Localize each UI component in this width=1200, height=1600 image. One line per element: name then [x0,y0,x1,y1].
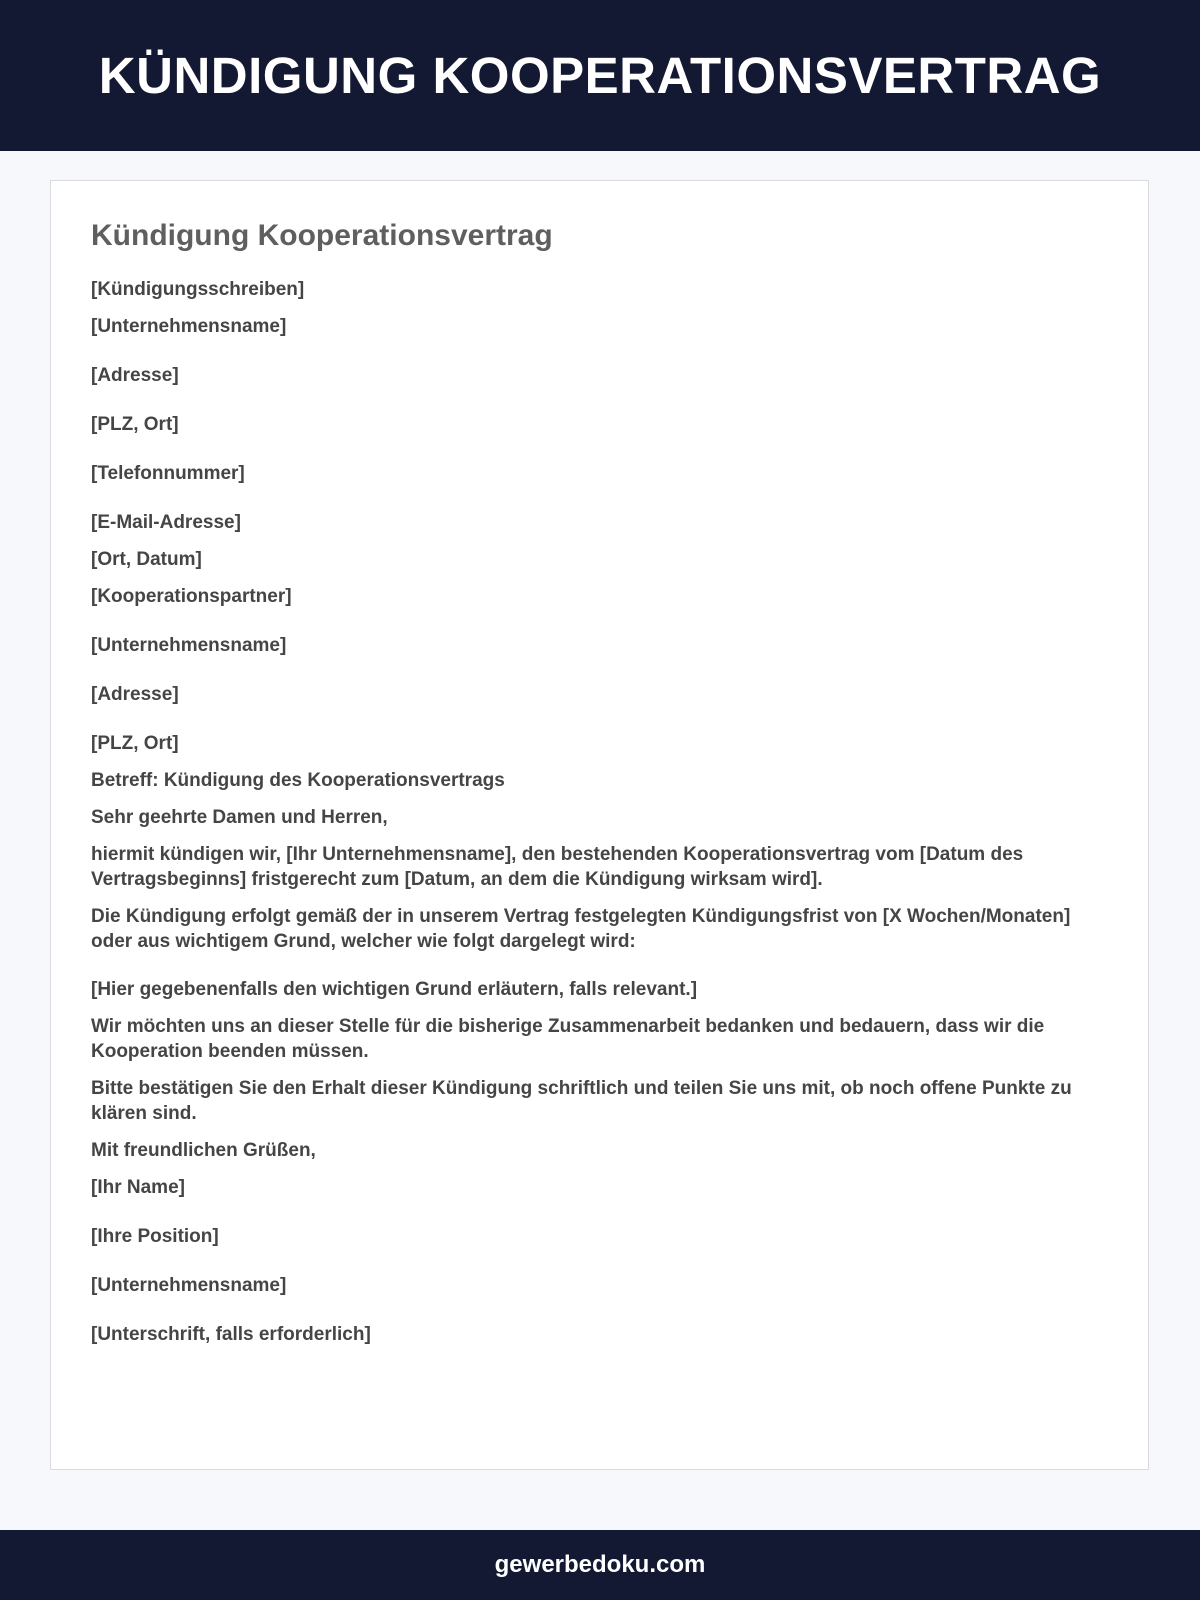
document-title: Kündigung Kooperationsvertrag [91,219,553,252]
subject-line: Betreff: Kündigung des Kooperationsvertrags [91,770,505,791]
document-card [50,180,1149,1470]
recipient-company: [Unternehmensname] [91,635,287,656]
signature-name: [Ihr Name] [91,1177,185,1198]
sender-company: [Unternehmensname] [91,316,287,337]
recipient-label: [Kooperationspartner] [91,586,292,607]
signature-company: [Unternehmensname] [91,1275,287,1296]
paragraph-1: hiermit kündigen wir, [Ihr Unternehmensname], den bestehenden Kooperationsvertrag vom [Datum des Vertragsbeginns] fristgerecht zum [Datum, an dem die Kündigung wirksam wird]. [91,844,1024,890]
sender-phone: [Telefonnummer] [91,463,245,484]
paragraph-3: [Hier gegebenenfalls den wichtigen Grund erläutern, falls relevant.] [91,979,698,1000]
page-header [0,0,1200,151]
recipient-zip-city: [PLZ, Ort] [91,733,179,754]
closing: Mit freundlichen Grüßen, [91,1140,316,1161]
page-footer [0,1530,1200,1600]
salutation: Sehr geehrte Damen und Herren, [91,807,388,828]
signature-position: [Ihre Position] [91,1226,219,1247]
sender-email: [E-Mail-Adresse] [91,512,241,533]
sender-address: [Adresse] [91,365,179,386]
sender-zip-city: [PLZ, Ort] [91,414,179,435]
footer-site-name: gewerbedoku.com [494,1551,706,1578]
recipient-address: [Adresse] [91,684,179,705]
paragraph-4: Wir möchten uns an dieser Stelle für die bisherige Zusammenarbeit bedanken und bedauern, dass wir die Kooperation beenden müssen. [91,1016,1045,1062]
signature-sign: [Unterschrift, falls erforderlich] [91,1324,371,1345]
header-title: KÜNDIGUNG KOOPERATIONSVERTRAG [98,47,1102,104]
sender-doc-type: [Kündigungsschreiben] [91,279,305,300]
paragraph-5: Bitte bestätigen Sie den Erhalt dieser Kündigung schriftlich und teilen Sie uns mit, ob noch offene Punkte zu klären sind. [91,1078,1072,1124]
paragraph-2: Die Kündigung erfolgt gemäß der in unserem Vertrag festgelegten Kündigungsfrist von [X Wochen/Monaten] oder aus wichtigem Grund, welcher wie folgt dargelegt wird: [91,906,1071,952]
place-date: [Ort, Datum] [91,549,202,570]
